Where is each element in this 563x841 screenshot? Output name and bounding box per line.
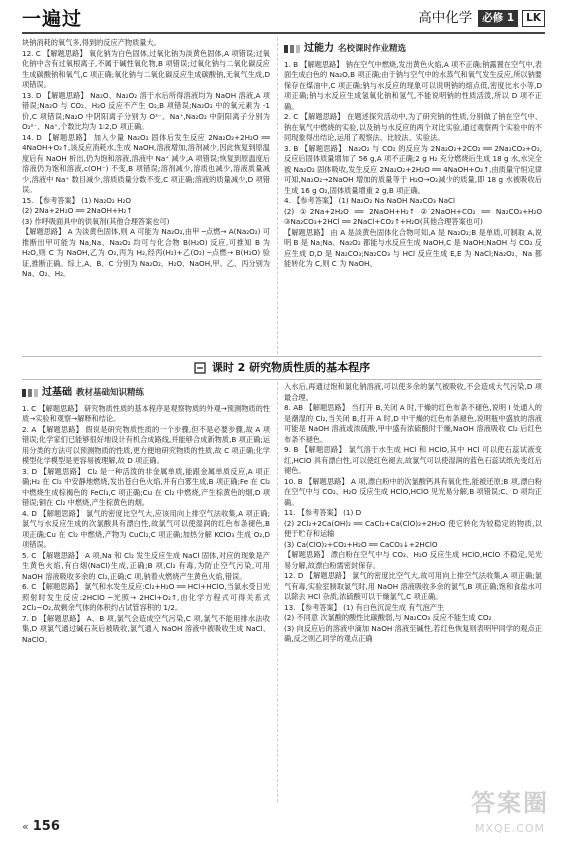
page-footer	[22, 818, 60, 837]
brand-logo: 一遍过	[22, 8, 83, 30]
double-chevron-icon: «	[22, 820, 29, 834]
lesson-marker-icon	[194, 362, 206, 374]
answer-paragraph: 3. B 【解题思路】 Na₂O₂ 与 CO₂ 的反应为 2Na₂O₂+2CO₂ ══ 2Na₂CO₃+O₂,反应后固体质量增加了 56 g,A 项不正确;2 g H₂ 充分燃烧后生成 18 g 水,水完全被 Na₂O₂ 固体吸收,发生反应 2Na₂O₂+2H₂O ══ 4NaOH+O₂↑,由质量守恒定律可知,Na₂O₂→2NaOH 增加的质量等于 H₂O→O₂减少的质量,即 18 g 水被吸收后生成 16 g O₂,固体质量增重 2 g,B 项正确。	[284, 143, 542, 195]
answer-paragraph: 1. C 【解题思路】 研究物质性质的基本程序是观察物质的外观→预测物质的性质→实验和观察→解释和结论。	[22, 403, 270, 424]
answer-paragraph: 11. 【参考答案】 (1) D	[284, 508, 362, 518]
answer-paragraph: 2. A 【解题思路】 假说是研究物质性质的一个步骤,但不是必要步骤,故 A 项错误;化学家们已能够很好地设计有机合成路线,并能够合成新物质,B 项正确;运用分类的方法可以预测物质的性质,更方便地研究物质的性质,故 C 项正确;化学模型化学模型是更容易被理解,故 D 项正确。	[22, 424, 270, 466]
answer-paragraph: 7. D 【解题思路】 A、B 项,氯气会造成空气污染,C 项,氯气不能用排水法收集,D 项氯气通过碱石灰后被吸收,氯气通入 NaOH 溶液中被吸收生成 NaCl、NaClO。	[22, 613, 270, 644]
answer-paragraph: 4. 【参考答案】 (1) Na₂O₂ Na NaOH Na₂CO₃ NaCl	[284, 196, 455, 206]
watermark-text: 答案圈	[471, 788, 549, 817]
answer-paragraph: 12. D 【解题思路】 氯气的密度比空气大,故可用向上排空气法收集,A 项正确;氯气有毒,实验室制取氯气时,用 NaOH 溶液吸收多余的氯气,B 项正确;饱和食盐水可以除去 HCl 杂质,浓硫酸可以干燥氯气,C 项正确。	[284, 571, 542, 602]
answer-paragraph: (2) 不同意 次氯酸的酸性比碳酸弱,与 Na₂CO₃ 反应不能生成 CO₂	[284, 613, 492, 623]
watermark	[471, 786, 549, 837]
answer-paragraph: 4. D 【解题思路】 氯气的密度比空气大,应该用向上排空气法收集,A 项正确;氯气与水反应生成的次氯酸具有漂白性,故氯气可以使湿润的红色布条褪色,B 项正确;Cu 在 Cl₂ 中燃烧,产物为 CuCl₂,C 项正确;加热分解 KClO₃ 生成 O₂,D 项错误。	[22, 508, 270, 550]
answer-paragraph: (2) ①2Na+2H₂O ══ 2NaOH+H₂↑ ②2NaOH+CO₂ ══ Na₂CO₃+H₂O ③Na₂CO₃+2HCl ══ 2NaCl+CO₂↑+H₂O(其他合理答案也可)	[284, 206, 542, 227]
answers-column-left-bottom	[22, 382, 270, 802]
answer-paragraph: (3) Ca(ClO)₂+CO₂+H₂O ══ CaCO₃↓+2HClO	[284, 539, 438, 549]
answer-paragraph: 9. B 【解题思路】 氯气溶于水生成 HCl 和 HClO,其中 HCl 可以使石蕊试液变红,HClO 具有漂白性,可以使红色褪去,故氯气可以使湿润的蓝色石蕊试纸先变红后褪色。	[284, 445, 542, 476]
section-title: 过基础	[42, 387, 72, 398]
answer-paragraph: 14. D 【解题思路】 加入少量 Na₂O₂ 固体后发生反应 2Na₂O₂+2H₂O ══ 4NaOH+O₂↑,该反应消耗水,生成 NaOH,溶液增加,溶剂减少,因此恢复到原温度后有 NaOH 析出,仍为饱和溶液,溶液中 Na⁺ 减少,A 项错误;恢复到原温度后溶液仍为饱和溶液,c(OH⁻) 不变,B 项错误;溶剂减少,溶质也减少,溶液质量减少,溶液中 Na⁺ 数目减少,溶质质量分数不变,C 项正确;溶液的质量减少,D 项错误。	[22, 132, 270, 195]
answer-paragraph: 13. 【参考答案】 (1) 有白色沉淀生成 有气泡产生	[284, 602, 445, 612]
answer-paragraph: 6. C 【解题思路】 氯气和水发生反应:Cl₂+H₂O ══ HCl+HClO,当氯水受日光照射时发生反应:2HClO ─光照→ 2HCl+O₂↑,由化学方程式可得关系式 2Cl₂~O₂,故剩余气体的体积约占试管容积的 1/2。	[22, 582, 270, 613]
lesson-title-bar	[22, 356, 542, 380]
answer-paragraph: 10. B 【解题思路】 A 项,漂白粉中的次氯酸钙具有氧化性,能被还原;B 项,漂白粉在空气中与 CO₂、H₂O 反应生成 HClO,HClO 见光易分解,B 项错误;C、D 项均正确。	[284, 476, 542, 507]
header-divider	[22, 32, 545, 34]
answer-paragraph: 3. D 【解题思路】 Cl₂ 是一种活泼的非金属单质,能跟金属单质反应,A 项正确;H₂ 在 Cl₂ 中安静地燃烧,发出苍白色火焰,并有白雾生成,B 项正确;Fe 在 Cl₂ 中燃烧生成棕褐色的 FeCl₃,C 项正确;Cu 在 Cl₂ 中燃烧,产生棕黄色的烟,D 项错误;铜在 Cl₂ 中燃烧,产生棕黄色的烟。	[22, 466, 270, 508]
course-title: 高中化学	[418, 10, 473, 26]
answer-paragraph: 【解题思路】 漂白粉在空气中与 CO₂、H₂O 反应生成 HClO,HClO 不稳定,见光易分解,故漂白粉需密封保存。	[284, 550, 542, 570]
answer-paragraph: 12. C 【解题思路】 氧化钠为白色固体,过氧化钠为淡黄色固体,A 项错误;过氧化钠中含有过氧根离子,不属于碱性氧化物,B 项错误;过氧化钠与二氧化碳反应生成碳酸钠和氧气,C 项正确;氧化钠与二氧化碳反应生成碳酸钠,无氧气生成,D 项错误。	[22, 48, 270, 90]
answer-paragraph: (3) 向反应后的溶液中滴加 NaOH 溶液至碱性,若红色恢复则表明甲同学的观点正确,反之则乙同学的观点正确	[284, 623, 542, 644]
column-divider	[277, 382, 278, 802]
section-marker-icon	[22, 387, 38, 399]
answer-paragraph: (2) 2Na+2H₂O ══ 2NaOH+H₂↑	[22, 206, 133, 216]
answer-paragraph: 块钠消耗的氧气多,得到的反应产物质量大。	[22, 38, 161, 47]
answers-column-right-top	[284, 38, 542, 354]
answer-paragraph: 【解题思路】 A 为淡黄色固体,则 A 可能为 Na₂O₂,由甲 ─点燃→ A(Na₂O₂) 可推断出甲可能为 Na,Na、Na₂O₂ 均可与化合物 B(H₂O) 反应,可推知 B 为 H₂O,则 C 为 NaOH,乙为 O₂,丙为 H₂,经丙(H₂)+乙(O₂) ─点燃→ B(H₂O) 验证,推断正确。综上,A、B、C 分别为 Na₂O₂、H₂O、NaOH,甲、乙、丙分别为 Na、O₂、H₂。	[22, 227, 270, 279]
section-marker-icon	[284, 43, 300, 55]
answer-paragraph: 5. C 【解题思路】 A 项,Na 和 Cl₂ 发生反应生成 NaCl 固体,对应的现象是产生黄色火焰,有白烟(NaCl)生成,正确;B 项,Cl₂ 有毒,为防止空气污染,可用 NaOH 溶液吸收多余的 Cl₂,正确;C 项,钠着火燃烧产生黄色火焰,错误。	[22, 550, 270, 581]
section-subtitle: 教材基础知识精练	[76, 388, 145, 399]
answer-paragraph: (3) 作呼吸面具中的供氧剂(其他合理答案也可)	[22, 216, 170, 226]
lesson-title: 课时 2 研究物质性质的基本程序	[211, 360, 371, 374]
section-heading-basics	[22, 386, 270, 401]
answer-paragraph: 13. D 【解题思路】 Na₂O、Na₂O₂ 溶于水后所得溶液均为 NaOH 溶液,A 项错误;Na₂O 与 CO₂、H₂O 反应不产生 O₂,B 项错误;Na₂O₂ 中的氧元素为 -1 价,C 项错误;Na₂O 中阴阳离子分别为 O²⁻、Na⁺,Na₂O₂ 中阴阳离子分别为 O₂²⁻、Na⁺,个数比均为 1∶2,D 项正确。	[22, 90, 270, 132]
answers-column-left-top	[22, 38, 270, 354]
watermark-url: MXQE.COM	[475, 821, 545, 835]
section-title: 过能力	[304, 43, 334, 54]
answer-paragraph: 15. 【参考答案】 (1) Na₂O₂ H₂O	[22, 195, 132, 205]
answers-column-right-bottom	[284, 382, 542, 802]
volume-tag: 必修 1	[478, 10, 518, 27]
section-heading-ability	[284, 42, 542, 57]
edition-tag: LK	[522, 10, 545, 27]
answer-paragraph: 2. C 【解题思路】 在题述探究活动中,为了研究钠的性质,分别做了钠在空气中、钠在氧气中燃烧的实验,以及钠与水反应的两个对比实验,通过观察两个实验中的不同现象得出结论,运用了观察法、比较法、实验法。	[284, 112, 542, 143]
answer-paragraph: (2) 2Cl₂+2Ca(OH)₂ ══ CaCl₂+Ca(ClO)₂+2H₂O 使它转化为较稳定的物质,以便于贮存和运输	[284, 518, 542, 539]
header-course-info	[418, 9, 545, 29]
answer-paragraph: 入水后,再通过饱和氯化钠溶液,可以使多余的氯气被吸收,不会造成大气污染,D 项最合理。	[284, 382, 542, 402]
page-number: 156	[32, 819, 60, 834]
answer-paragraph: 【解题思路】 由 A 是淡黄色固体化合物可知,A 是 Na₂O₂;B 是单质,可制取 A,说明 B 是 Na;Na、Na₂O₂ 都能与水反应生成 NaOH,C 是 NaOH;NaOH 与 CO₂ 反应生成 D,D 是 Na₂CO₃;Na₂CO₃ 与 HCl 反应生成 E,E 为 NaCl;Na₂O₂、Na 都能转化为 C,则 C 为 NaOH。	[284, 227, 542, 269]
page-header	[0, 0, 563, 36]
column-divider	[277, 38, 278, 354]
section-subtitle: 名校课时作业精选	[338, 44, 407, 55]
answer-paragraph: 1. B 【解题思路】 钠在空气中燃烧,发出黄色火焰,A 项不正确;钠露置在空气中,表面生成白色的 Na₂O,B 项正确;由于钠与空气中的水蒸气和氧气发生反应,所以钠要保存在煤油中,C 项正确;钠与水反应的现象可以说明钠的熔点低,密度比水小等,D 项正确;钠与水反应生成氢氧化钠和氢气,不能说明钠的性质活泼,所以 D 项不正确。	[284, 59, 542, 111]
answer-paragraph: 8. AB 【解题思路】 当打开 B,关闭 A 时,干燥的红色布条不褪色,说明 I 处通入的是潮湿的 Cl₂,当关闭 B,打开 A 时,D 中干燥的红色布条褪色,说明瓶中盛放的溶液可能是 NaOH 溶液或浓硫酸,甲中盛有浓硫酸时干燥,NaOH 溶液吸收 Cl₂ 后红色布条不褪色。	[284, 403, 542, 444]
